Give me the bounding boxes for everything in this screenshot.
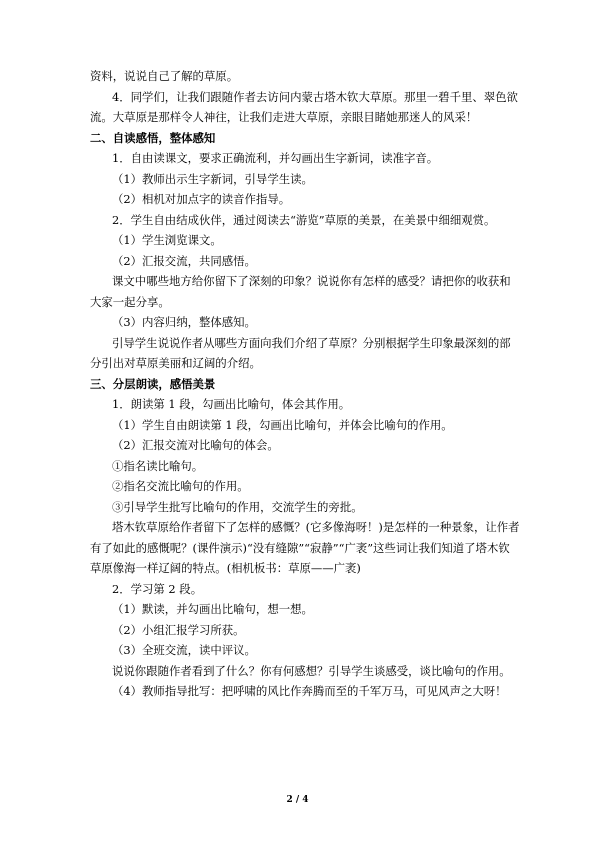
paragraph: 1．朗读第 1 段，勾画出比喻句，体会其作用。 xyxy=(112,397,351,411)
paragraph: （2）小组汇报学习所获。 xyxy=(112,622,245,637)
paragraph: 4．同学们，让我们跟随作者去访问内蒙古塔木钦大草原。那里一碧千里、翠色欲流。大草原是那样令人神往，让我们走进大草原，亲眼目睹她那迷人的风采！ xyxy=(90,89,518,124)
paragraph: （1）默读，并勾画出比喻句，想一想。 xyxy=(112,602,313,616)
paragraph: 引导学生说说作者从哪些方面向我们介绍了草原？分别根据学生印象最深刻的部分引出对草原美丽和辽阔的介绍。 xyxy=(90,335,511,370)
paragraph: 课文中哪些地方给你留下了深刻的印象？说说你有怎样的感受？请把你的收获和大家一起分享。 xyxy=(90,274,511,309)
paragraph: 资料，说说自己了解的草原。 xyxy=(90,69,239,83)
paragraph: 2．学生自由结成伙伴，通过阅读去“游览”草原的美景，在美景中细细观赏。 xyxy=(112,212,496,227)
section-heading: 三、分层朗读，感悟美景 xyxy=(90,376,216,391)
document-body xyxy=(90,66,520,702)
paragraph: （3）全班交流，读中评议。 xyxy=(112,643,256,657)
paragraph: ①指名读比喻句。 xyxy=(112,458,204,473)
paragraph: （3）内容归纳，整体感知。 xyxy=(112,315,256,329)
paragraph: （4）教师指导批写：把呼啸的风比作奔腾而至的千军万马，可见风声之大呀！ xyxy=(112,684,507,698)
paragraph: ②指名交流比喻句的作用。 xyxy=(112,479,249,493)
paragraph: 1．自由读课文，要求正确流利，并勾画出生字新词，读准字音。 xyxy=(112,151,439,165)
paragraph: （1）学生自由朗读第 1 段，勾画出比喻句，并体会比喻句的作用。 xyxy=(112,417,453,432)
paragraph: （2）汇报交流对比喻句的体会。 xyxy=(112,438,279,452)
paragraph: （1）教师出示生字新词，引导学生读。 xyxy=(112,171,313,186)
paragraph: ③引导学生批写比喻句的作用，交流学生的旁批。 xyxy=(112,499,363,514)
paragraph: 说说你跟随作者看到了什么？你有何感想？引导学生谈感受，谈比喻句的作用。 xyxy=(112,663,511,678)
paragraph: （1）学生浏览课文。 xyxy=(112,233,222,247)
page-number: 2 / 4 xyxy=(286,795,309,805)
paragraph: 2．学习第 2 段。 xyxy=(112,581,203,596)
paragraph: （2）相机对加点字的读音作指导。 xyxy=(112,192,291,206)
section-heading: 二、自读感悟，整体感知 xyxy=(90,130,216,145)
paragraph: 塔木钦草原给作者留下了怎样的感慨？(它多像海呀！)是怎样的一种景象，让作者有了如此的感慨呢？(课件演示)“没有缝隙”“寂静”“广袤”这些词让我们知道了塔木钦草原像海一样辽阔的特点。(相机板书：草原——广袤) xyxy=(90,520,520,575)
paragraph: （2）汇报交流，共同感悟。 xyxy=(112,253,256,268)
